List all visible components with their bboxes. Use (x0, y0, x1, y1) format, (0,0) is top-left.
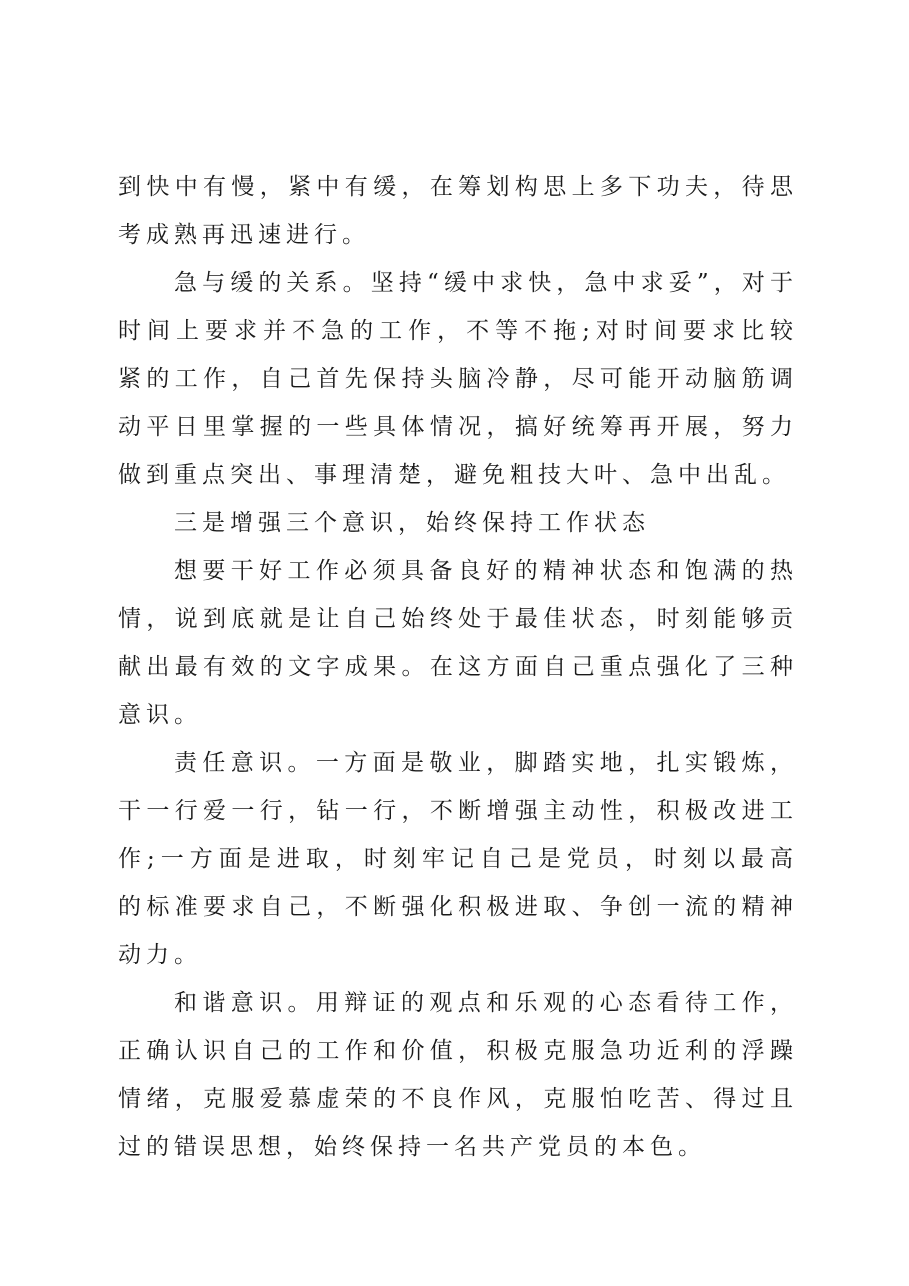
paragraph-work-state: 想要干好工作必须具备良好的精神状态和饱满的热情，说到底就是让自己始终处于最佳状态，时刻能够贡献出最有效的文字成果。在这方面自己重点强化了三种意识。 (118, 558, 798, 728)
document-body (118, 163, 798, 1171)
paragraph-continuation: 到快中有慢，紧中有缓，在筹划构思上多下功夫，待思考成熟再迅速进行。 (118, 174, 798, 248)
section-heading-three-awareness: 三是增强三个意识，始终保持工作状态 (174, 510, 650, 536)
paragraph-urgent-vs-slow: 急与缓的关系。坚持“缓中求快，急中求妥”，对于时间上要求并不急的工作，不等不拖;对时间要求比较紧的工作，自己首先保持头脑冷静，尽可能开动脑筋调动平日里掌握的一些具体情况，搞好统筹再开展，努力做到重点突出、事理清楚，避免粗技大叶、急中出乱。 (118, 270, 798, 488)
paragraph-harmony-awareness: 和谐意识。用辩证的观点和乐观的心态看待工作，正确认识自己的工作和价值，积极克服急功近利的浮躁情绪，克服爱慕虚荣的不良作风，克服怕吃苦、得过且过的错误思想，始终保持一名共产党员的本色。 (118, 990, 798, 1160)
paragraph-responsibility-awareness: 责任意识。一方面是敬业，脚踏实地，扎实锻炼，干一行爱一行，钻一行，不断增强主动性，积极改进工作;一方面是进取，时刻牢记自己是党员，时刻以最高的标准要求自己，不断强化积极进取、争创一流的精神动力。 (118, 750, 798, 968)
